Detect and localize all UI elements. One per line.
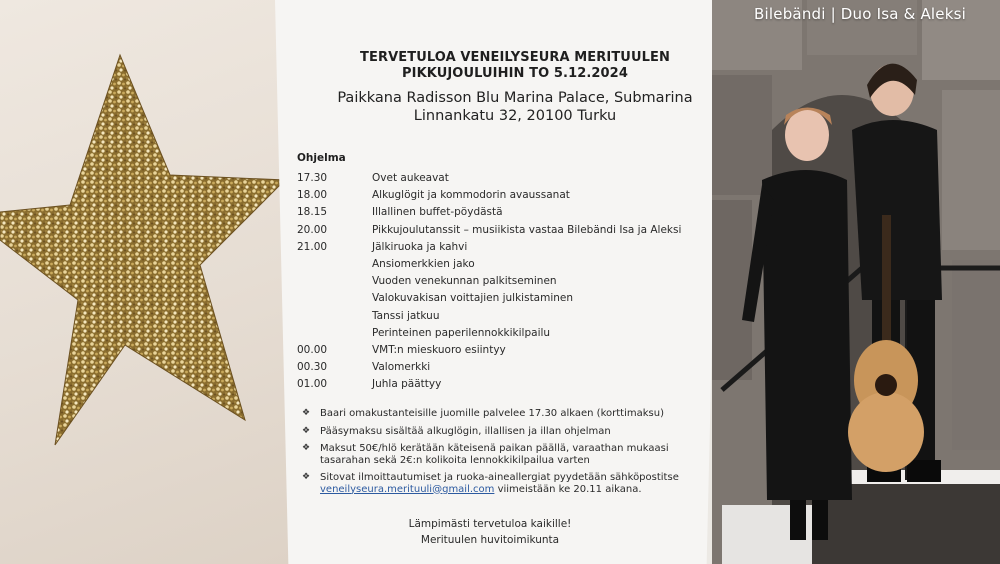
note-payment xyxy=(302,443,722,466)
note-text: tasarahan sekä 2€:n kolikoita lennokkikilpailua varten xyxy=(320,454,590,466)
schedule-time: 18.15 xyxy=(297,206,328,219)
schedule-row xyxy=(297,170,717,187)
note-registration xyxy=(302,472,722,495)
notes-list xyxy=(302,408,722,501)
note-text: Sitovat ilmoittautumiset ja ruoka-aineallergiat pyydetään sähköpostitse xyxy=(320,472,679,483)
schedule-row xyxy=(297,273,717,290)
venue-info xyxy=(275,89,755,125)
schedule-event: Tanssi jatkuu xyxy=(372,309,440,322)
schedule-row xyxy=(297,239,717,256)
decorative-star-panel xyxy=(0,0,300,564)
diamond-bullet-icon: ❖ xyxy=(302,425,311,436)
schedule-row xyxy=(297,290,717,307)
schedule-time: 01.00 xyxy=(297,378,328,391)
email-link[interactable]: veneilyseura.merituuli@gmail.com xyxy=(320,483,495,495)
note-text: viimeistään ke 20.11 aikana. xyxy=(494,483,642,495)
schedule-row xyxy=(297,204,717,221)
title-line-2: PIKKUJOULUIHIN TO 5.12.2024 xyxy=(402,66,628,81)
schedule-time: 00.00 xyxy=(297,343,328,356)
schedule-time: 18.00 xyxy=(297,189,328,202)
schedule-event: Pikkujoulutanssit – musiikista vastaa Bilebändi Isa ja Aleksi xyxy=(372,223,682,236)
note-text: Pääsymaksu sisältää alkuglögin, illallisen ja illan ohjelman xyxy=(320,425,611,437)
program-heading: Ohjelma xyxy=(297,152,346,164)
schedule-event: Perinteinen paperilennokkikilpailu xyxy=(372,326,551,339)
band-photo xyxy=(712,0,1000,564)
title-line-1: TERVETULOA VENEILYSEURA MERITUULEN xyxy=(360,50,670,65)
diamond-bullet-icon: ❖ xyxy=(302,443,311,453)
photo-caption: Bilebändi | Duo Isa & Aleksi xyxy=(754,5,966,23)
diamond-bullet-icon: ❖ xyxy=(302,408,311,418)
schedule-row xyxy=(297,222,717,239)
schedule-event: Vuoden venekunnan palkitseminen xyxy=(372,275,557,288)
schedule-row xyxy=(297,359,717,376)
venue-line-2: Linnankatu 32, 20100 Turku xyxy=(413,108,617,124)
closing-line-2: Merituulen huvitoimikunta xyxy=(420,534,560,546)
schedule-time: 21.00 xyxy=(297,240,328,253)
schedule-event: Jälkiruoka ja kahvi xyxy=(372,240,468,253)
schedule-row xyxy=(297,325,717,342)
glitter-star-image xyxy=(0,0,300,564)
schedule-row xyxy=(297,376,717,393)
schedule-event: Valomerkki xyxy=(372,361,431,374)
schedule-time: 20.00 xyxy=(297,223,328,236)
schedule-row xyxy=(297,187,717,204)
note-bar xyxy=(302,408,722,420)
venue-line-1: Paikkana Radisson Blu Marina Palace, Submarina xyxy=(337,90,693,106)
schedule-event: Alkuglögit ja kommodorin avaussanat xyxy=(372,189,570,202)
schedule-time: 17.30 xyxy=(297,172,328,184)
invitation-title xyxy=(275,50,755,82)
duo-photo-image xyxy=(712,0,1000,564)
note-text: Baari omakustanteisille juomille palvelee 17.30 alkaen (korttimaksu) xyxy=(320,408,664,419)
schedule-time: 00.30 xyxy=(297,361,328,374)
schedule-event: Juhla päättyy xyxy=(372,378,442,391)
schedule-event: Ansiomerkkien jako xyxy=(372,257,475,270)
note-text: Maksut 50€/hlö kerätään käteisenä paikan päällä, varaathan mukaasi xyxy=(320,443,669,454)
schedule-row xyxy=(297,308,717,325)
schedule-event: Ovet aukeavat xyxy=(372,172,449,184)
schedule-row xyxy=(297,342,717,359)
schedule-event: Valokuvakisan voittajien julkistaminen xyxy=(372,292,574,305)
program-schedule xyxy=(297,170,717,393)
schedule-row xyxy=(297,256,717,273)
schedule-event: Illallinen buffet-pöydästä xyxy=(372,206,503,219)
diamond-bullet-icon: ❖ xyxy=(302,472,311,482)
schedule-event: VMT:n mieskuoro esiintyy xyxy=(372,343,506,356)
closing-line-1: Lämpimästi tervetuloa kaikille! xyxy=(408,518,572,530)
note-admission xyxy=(302,426,722,438)
